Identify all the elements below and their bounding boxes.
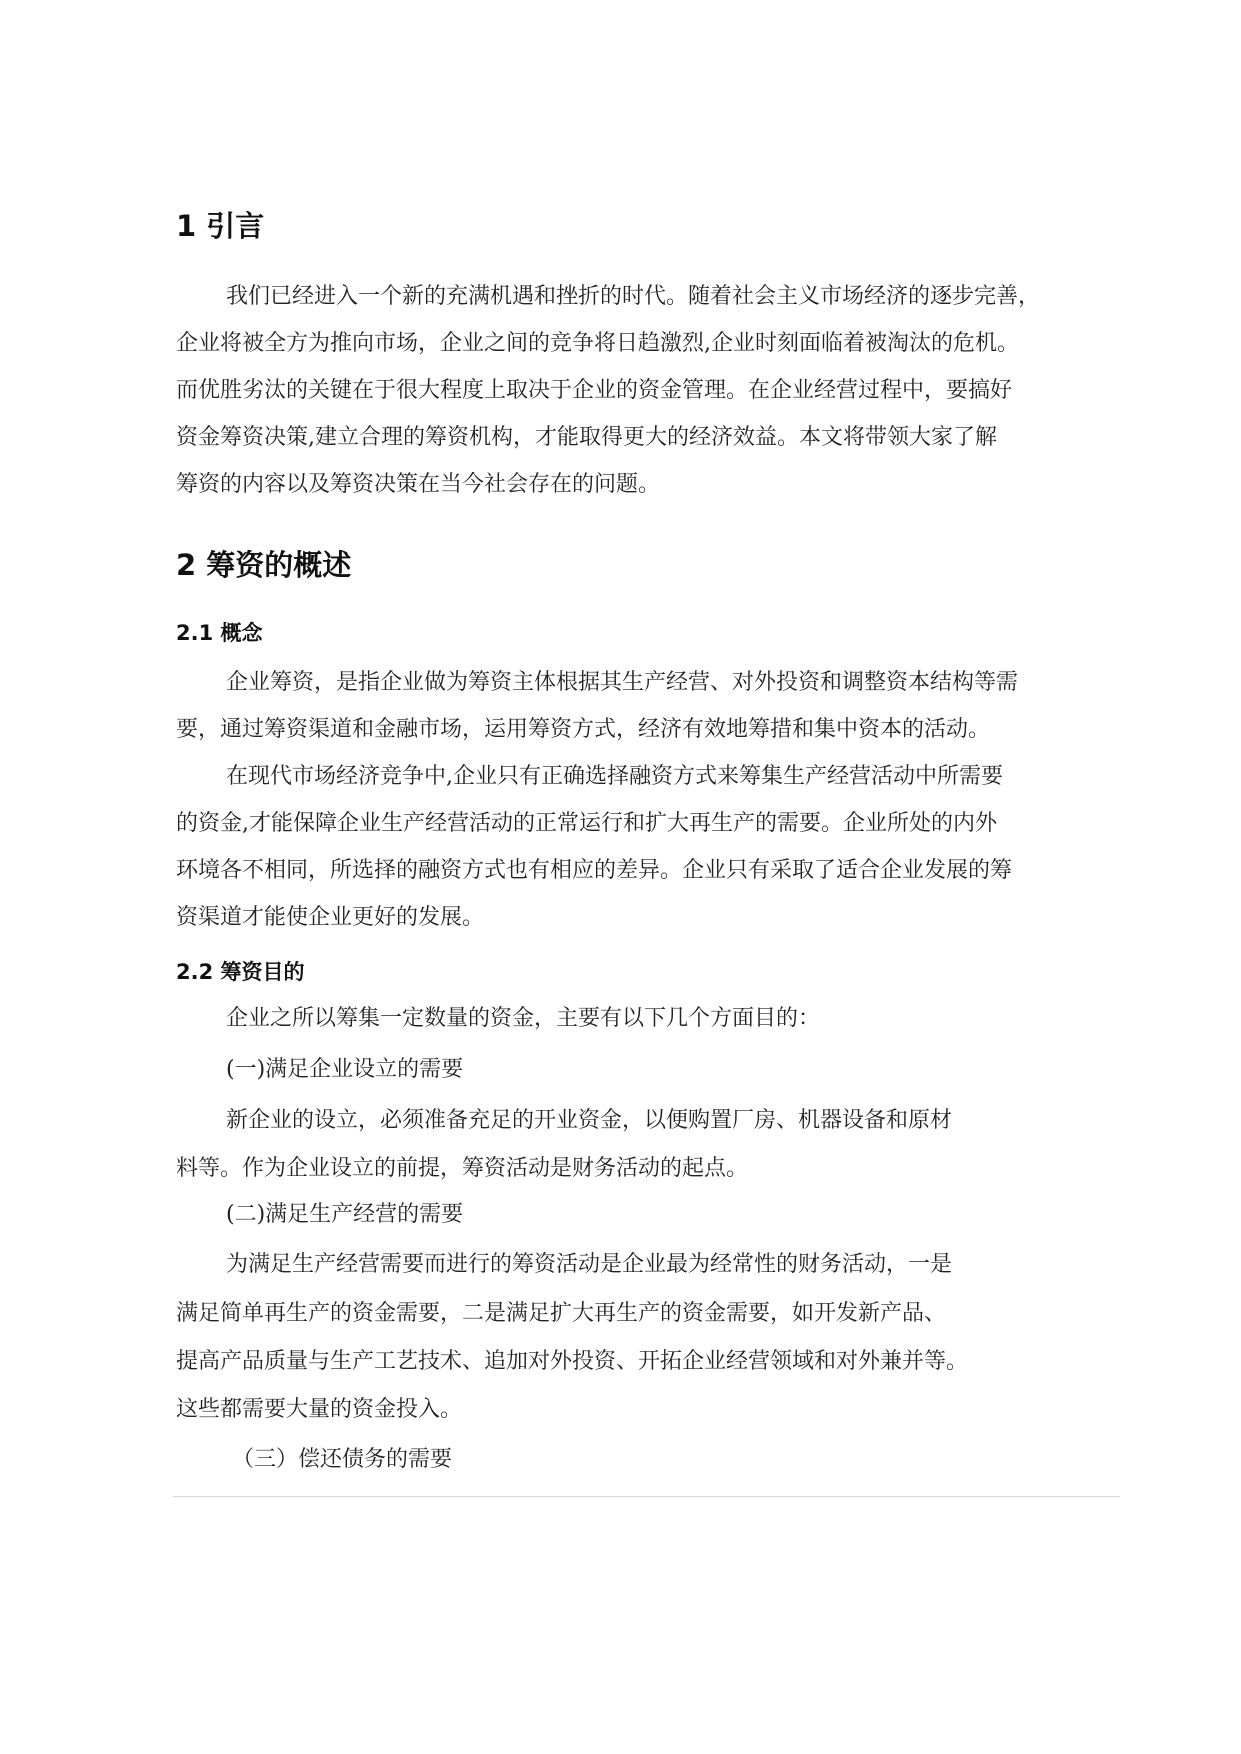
text-line: 环境各不相同，所选择的融资方式也有相应的差异。企业只有采取了适合企业发展的筹 — [176, 858, 1013, 883]
text-line: 新企业的设立，必须准备充足的开业资金，以便购置厂房、机器设备和原材 — [226, 1108, 953, 1133]
text-line: 我们已经进入一个新的充满机遇和挫折的时代。随着社会主义市场经济的逐步完善， — [226, 284, 1041, 309]
text-line: 要，通过筹资渠道和金融市场，运用筹资方式，经济有效地筹措和集中资本的活动。 — [176, 717, 991, 742]
section-2-heading: 2 筹资的概述 — [176, 548, 352, 582]
text-line: 为满足生产经营需要而进行的筹资活动是企业最为经常性的财务活动，一是 — [226, 1252, 953, 1277]
item-1-title: (一)满足企业设立的需要 — [226, 1057, 464, 1082]
section-2-2-intro: 企业之所以筹集一定数量的资金，主要有以下几个方面目的： — [226, 1006, 821, 1031]
text-line: 提高产品质量与生产工艺技术、追加对外投资、开拓企业经营领域和对外兼并等。 — [176, 1349, 969, 1374]
text-line: 满足简单再生产的资金需要，二是满足扩大再生产的资金需要，如开发新产品、 — [176, 1301, 947, 1326]
item-3-title: （三）偿还债务的需要 — [232, 1447, 453, 1472]
text-line: 在现代市场经济竞争中,企业只有正确选择融资方式来筹集生产经营活动中所需要 — [226, 764, 1003, 789]
text-line: 资渠道才能使企业更好的发展。 — [176, 905, 485, 930]
footer-divider — [173, 1496, 1120, 1497]
text-line: 这些都需要大量的资金投入。 — [176, 1397, 463, 1422]
text-line: 资金筹资决策,建立合理的筹资机构，才能取得更大的经济效益。本文将带领大家了解 — [176, 425, 997, 450]
item-2-title: (二)满足生产经营的需要 — [226, 1202, 464, 1227]
section-2-2-heading: 2.2 筹资目的 — [176, 960, 305, 984]
section-2-1-heading: 2.1 概念 — [176, 621, 263, 645]
text-line: 而优胜劣汰的关键在于很大程度上取决于企业的资金管理。在企业经营过程中，要搞好 — [176, 378, 1013, 403]
text-line: 料等。作为企业设立的前提，筹资活动是财务活动的起点。 — [176, 1156, 749, 1181]
section-1-heading: 1 引言 — [176, 209, 265, 243]
text-line: 的资金,才能保障企业生产经营活动的正常运行和扩大再生产的需要。企业所处的内外 — [176, 811, 997, 836]
text-line: 筹资的内容以及筹资决策在当今社会存在的问题。 — [176, 472, 661, 497]
text-line: 企业筹资，是指企业做为筹资主体根据其生产经营、对外投资和调整资本结构等需 — [226, 670, 1019, 695]
text-line: 企业将被全方为推向市场，企业之间的竞争将日趋激烈,企业时刻面临着被淘汰的危机。 — [176, 331, 1019, 356]
